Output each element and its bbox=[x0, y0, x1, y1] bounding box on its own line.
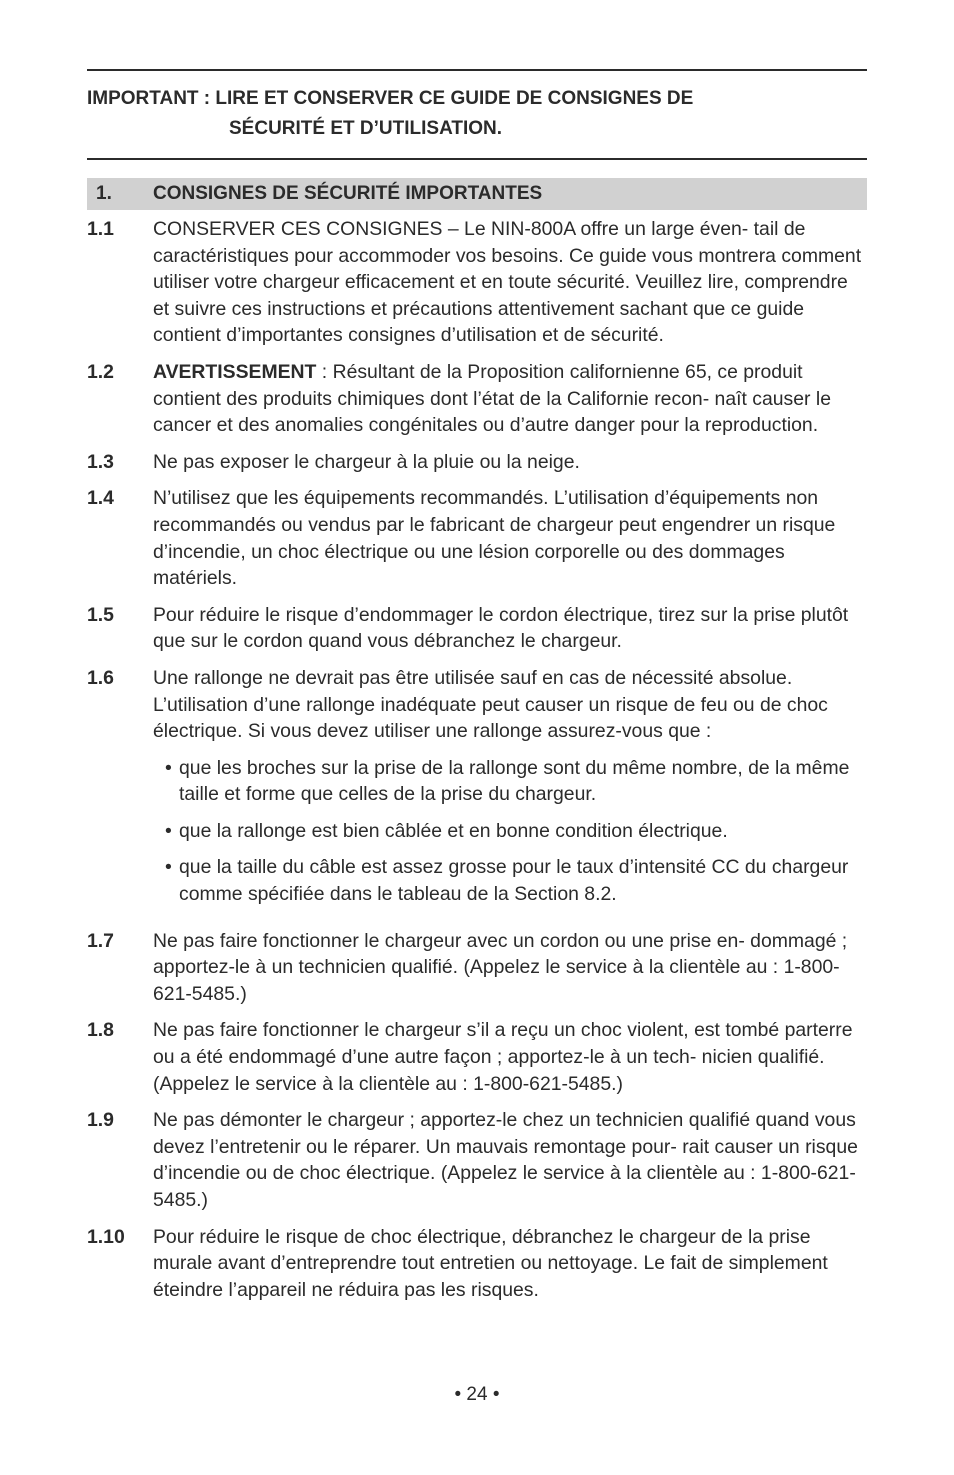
item-text-block bbox=[153, 485, 867, 591]
list-item bbox=[87, 665, 867, 918]
item-number: 1.5 bbox=[87, 603, 114, 626]
item-text-block bbox=[153, 359, 867, 439]
bullet-dot-icon: • bbox=[165, 856, 172, 879]
item-text-block bbox=[153, 216, 867, 349]
section-number: 1. bbox=[96, 183, 112, 204]
list-item bbox=[87, 485, 867, 591]
item-text: N’utilisez que les équipements recommandés. L’utilisation d’équipements non recommandés ou vendus par le fabricant de chargeur peut engendrer un risque d’incendie, un choc électrique ou une lésion corporelle ou des dommages matériels. bbox=[153, 487, 836, 590]
important-header bbox=[87, 71, 867, 158]
item-number: 1.6 bbox=[87, 666, 114, 689]
item-body bbox=[153, 602, 867, 655]
item-number: 1.10 bbox=[87, 1225, 125, 1248]
page-number: • 24 • bbox=[454, 1384, 500, 1405]
item-number: 1.4 bbox=[87, 487, 114, 510]
item-text: Pour réduire le risque d’endommager le cordon électrique, tirez sur la prise plutôt que sur le cordon quand vous débranchez le chargeur. bbox=[153, 603, 849, 653]
item-body bbox=[153, 216, 867, 349]
list-item bbox=[87, 1224, 867, 1304]
list-item bbox=[87, 602, 867, 655]
item-text: Une rallonge ne devrait pas être utilisée sauf en cas de nécessité absolue. L’utilisation d’une rallonge inadéquate peut causer un risque de feu ou de choc électrique. Si vous devez utiliser une rallonge assurez-vous que : bbox=[153, 666, 828, 743]
item-number: 1.9 bbox=[87, 1109, 114, 1132]
item-body bbox=[153, 1107, 867, 1213]
item-body bbox=[153, 359, 867, 439]
item-text-block bbox=[153, 449, 867, 476]
item-body bbox=[153, 449, 867, 476]
list-item bbox=[87, 1107, 867, 1213]
item-body bbox=[153, 928, 867, 1008]
bullet-text: que la rallonge est bien câblée et en bonne condition électrique. bbox=[179, 819, 728, 842]
item-text: Ne pas faire fonctionner le chargeur avec un cordon ou une prise en- dommagé ; apportez-le à un technicien qualifié. (Appelez le service à la clientèle au : 1-800-621-5485.) bbox=[153, 929, 848, 1005]
item-text-block bbox=[153, 1017, 867, 1097]
header-bottom-rule bbox=[87, 158, 867, 160]
document-page bbox=[87, 69, 867, 1313]
item-text: Ne pas exposer le chargeur à la pluie ou la neige. bbox=[153, 450, 580, 473]
item-number: 1.2 bbox=[87, 360, 114, 383]
bullet-text: que la taille du câble est assez grosse pour le taux d’intensité CC du chargeur comme spécifiée dans le tableau de la Section 8.2. bbox=[179, 856, 849, 906]
item-text-block bbox=[153, 1107, 867, 1213]
item-text: : Résultant de la Proposition californienne 65, ce produit contient des produits chimiques dont l’état de la Californie recon- naît causer le cancer et des anomalies congénitales ou d’autre danger pour la reproduction. bbox=[153, 360, 831, 437]
item-body bbox=[153, 1017, 867, 1097]
item-text: CONSERVER CES CONSIGNES – Le NIN-800A offre un large éven- tail de caractéristiques pour accommoder vos besoins. Ce guide vous montrera comment utiliser votre chargeur efficacement et en toute sécurité. Veuillez lire, comprendre et suivre ces instructions et précautions attentivement sachant que ce guide contient d’importantes consignes d’utilisation et de sécurité. bbox=[153, 218, 862, 347]
list-item bbox=[87, 449, 867, 476]
header-line-2: SÉCURITÉ ET D’UTILISATION. bbox=[229, 118, 503, 139]
item-text-block bbox=[153, 665, 867, 745]
item-text-block bbox=[153, 928, 867, 1008]
section-title: CONSIGNES DE SÉCURITÉ IMPORTANTES bbox=[153, 183, 543, 204]
list-item bbox=[87, 359, 867, 439]
bullet-list bbox=[165, 755, 867, 908]
section-heading bbox=[87, 178, 867, 210]
item-text: Pour réduire le risque de choc électrique, débranchez le chargeur de la prise murale avant d’entreprendre tout entretien ou nettoyage. Le fait de simplement éteindre l’appareil ne réduira pas les risques. bbox=[153, 1225, 828, 1301]
item-text-block bbox=[153, 602, 867, 655]
item-text: Ne pas démonter le chargeur ; apportez-le chez un technicien qualifié quand vous devez l’entretenir ou le réparer. Un mauvais remontage pour- rait causer un risque d’incendie ou de choc électrique. (Appelez le service à la clientèle au : 1-800-621-5485.) bbox=[153, 1109, 858, 1211]
list-item bbox=[87, 928, 867, 1008]
item-number: 1.7 bbox=[87, 929, 114, 952]
bullet-dot-icon: • bbox=[165, 819, 172, 842]
bullet-item bbox=[165, 818, 867, 845]
item-number: 1.1 bbox=[87, 218, 114, 240]
item-text: Ne pas faire fonctionner le chargeur s’il a reçu un choc violent, est tombé parterre ou a été endommagé d’une autre façon ; apportez-le à un tech- nicien qualifié. (Appelez le service à la clientèle au : 1-800-621-5485.) bbox=[153, 1019, 853, 1095]
list-item bbox=[87, 216, 867, 349]
bullet-text: que les broches sur la prise de la rallonge sont du même nombre, de la même taille et forme que celles de la prise du chargeur. bbox=[179, 756, 850, 806]
bullet-dot-icon: • bbox=[165, 756, 172, 779]
item-body bbox=[153, 485, 867, 591]
safety-items-list bbox=[87, 216, 867, 1303]
bullet-item bbox=[165, 755, 867, 808]
item-body bbox=[153, 665, 867, 918]
item-number: 1.8 bbox=[87, 1019, 114, 1042]
bullet-item bbox=[165, 854, 867, 907]
header-line-1: IMPORTANT : LIRE ET CONSERVER CE GUIDE DE CONSIGNES DE bbox=[87, 88, 694, 109]
item-emphasis: AVERTISSEMENT bbox=[153, 360, 317, 383]
item-body bbox=[153, 1224, 867, 1304]
list-item bbox=[87, 1017, 867, 1097]
item-number: 1.3 bbox=[87, 450, 114, 473]
item-text-block bbox=[153, 1224, 867, 1304]
